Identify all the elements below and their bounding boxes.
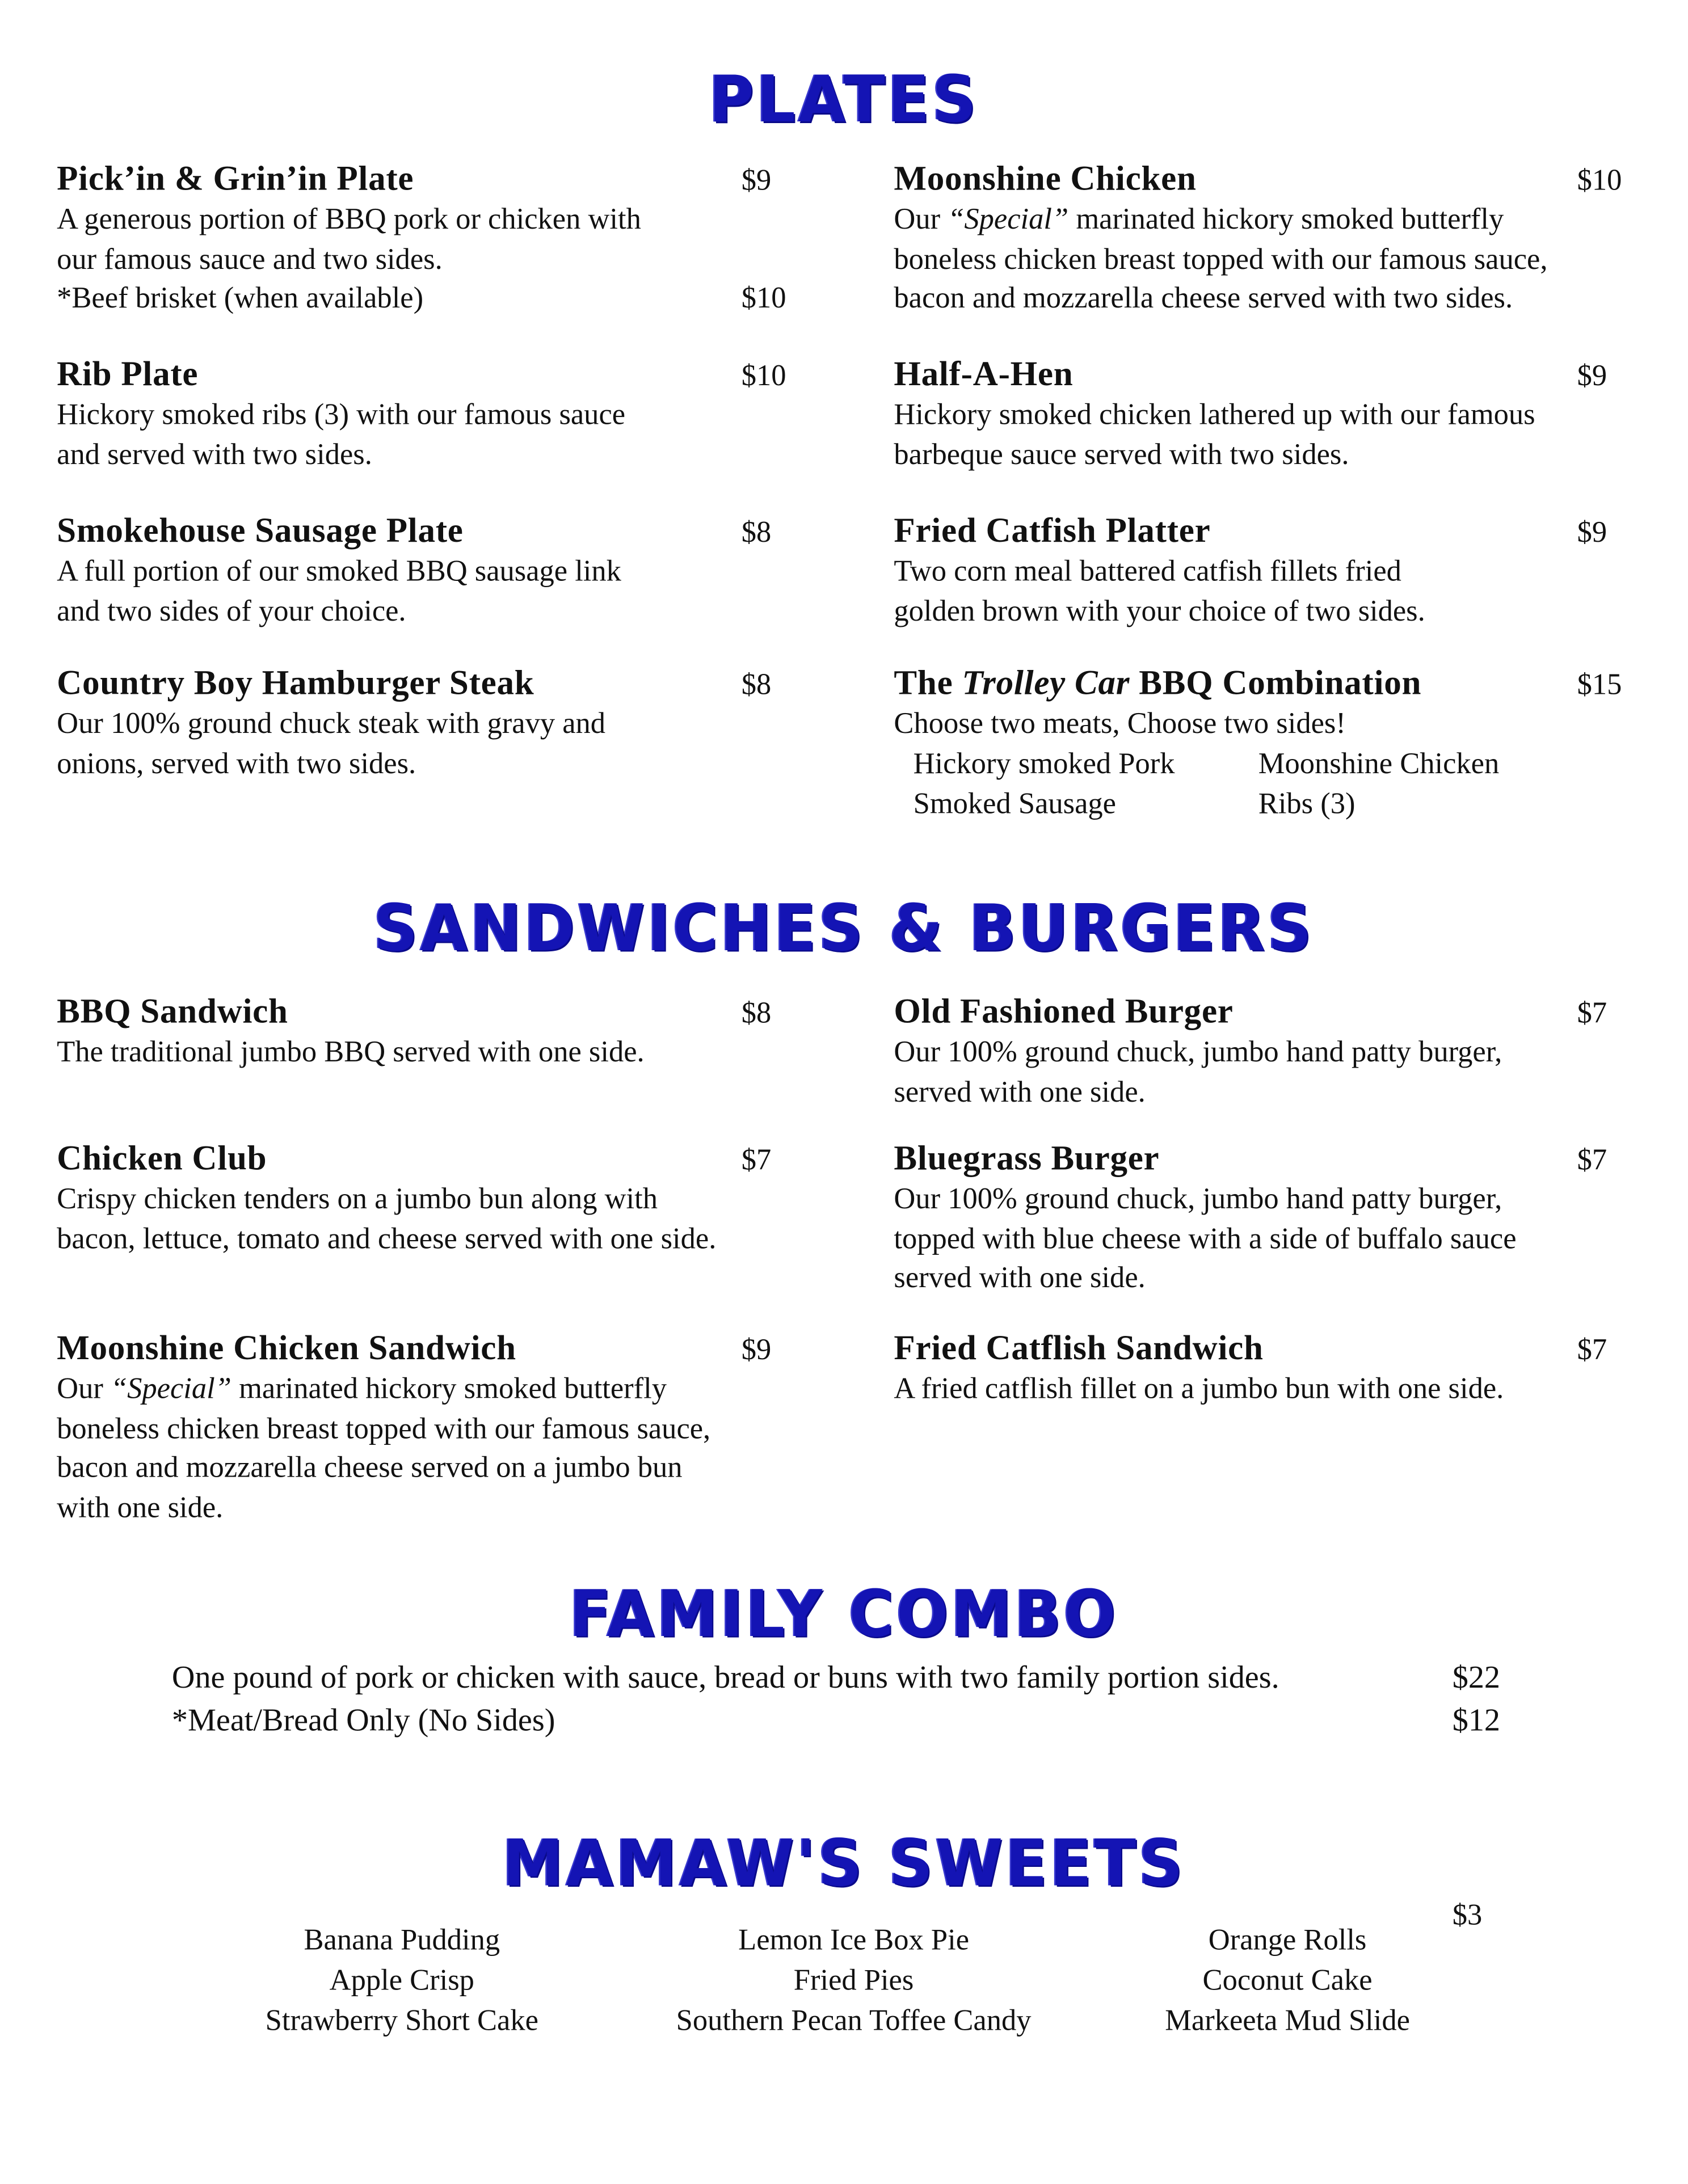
sweets-column — [1066, 1920, 1509, 2040]
item-title: Moonshine Chicken Sandwich — [57, 1330, 516, 1368]
item-desc: served with one side. — [894, 1074, 1146, 1108]
desc-text: Our — [57, 1372, 111, 1405]
item-price: $7 — [741, 1143, 772, 1177]
item-title: Country Boy Hamburger Steak — [57, 665, 534, 703]
menu-item-rib-plate — [57, 356, 805, 474]
item-desc: Our 100% ground chuck steak with gravy and — [57, 706, 606, 740]
item-price: $7 — [1577, 1143, 1607, 1177]
combo-option: Ribs (3) — [1258, 787, 1356, 820]
item-desc: our famous sauce and two sides. — [57, 242, 443, 276]
item-desc: golden brown with your choice of two sides. — [894, 593, 1425, 627]
item-price: $8 — [741, 996, 772, 1030]
desc-text: marinated hickory smoked butterfly — [231, 1372, 667, 1405]
item-desc — [894, 200, 1642, 239]
menu-item-half-a-hen — [894, 356, 1642, 474]
menu-item-chicken-club — [57, 1140, 805, 1258]
sweets-column — [632, 1920, 1076, 2040]
item-desc: barbeque sauce served with two sides. — [894, 437, 1349, 471]
item-title: Fried Catflish Sandwich — [894, 1330, 1264, 1368]
item-extra — [57, 279, 805, 318]
item-title: Smokehouse Sausage Plate — [57, 512, 464, 550]
item-desc: Hickory smoked chicken lathered up with our famous — [894, 397, 1535, 431]
sweet-item: Lemon Ice Box Pie — [738, 1923, 970, 1957]
section-heading-sweets: MAMAW'S SWEETS — [502, 1827, 1186, 1901]
item-desc: A generous portion of BBQ pork or chicken with — [57, 202, 641, 236]
item-desc: boneless chicken breast topped with our famous sauce, — [894, 242, 1548, 276]
menu-item-hamburger-steak — [57, 665, 805, 783]
section-heading-plates: PLATES — [709, 63, 979, 138]
item-title: Rib Plate — [57, 356, 199, 394]
title-emphasis: Trolley Car — [962, 665, 1130, 703]
item-desc: The traditional jumbo BBQ served with one side. — [57, 1035, 645, 1069]
menu-item-trolley-combination — [894, 665, 1642, 831]
menu-item-pickin-plate — [57, 161, 805, 318]
sweet-item: Fried Pies — [793, 1963, 914, 1997]
item-title: BBQ Sandwich — [57, 993, 288, 1031]
item-desc: bacon and mozzarella cheese served on a jumbo bun — [57, 1451, 683, 1485]
item-desc: Two corn meal battered catfish fillets fried — [894, 554, 1401, 588]
item-price: $9 — [1577, 515, 1607, 549]
title-text: The — [894, 665, 962, 703]
item-desc: A full portion of our smoked BBQ sausage link — [57, 554, 621, 588]
item-price: $9 — [741, 163, 772, 197]
menu-item-catfish-platter — [894, 513, 1642, 631]
sweets-column — [180, 1920, 624, 2040]
extra-label: *Beef brisket (when available) — [57, 281, 424, 315]
item-desc: bacon and mozzarella cheese served with two sides. — [894, 281, 1513, 315]
item-title: Chicken Club — [57, 1140, 267, 1178]
item-desc: topped with blue cheese with a side of buffalo sauce — [894, 1221, 1517, 1255]
sweet-item: Coconut Cake — [1202, 1963, 1373, 1997]
item-title: Bluegrass Burger — [894, 1140, 1160, 1178]
title-text: BBQ Combination — [1130, 665, 1422, 703]
menu-item-sausage-plate — [57, 513, 805, 631]
item-desc: onions, served with two sides. — [57, 746, 416, 780]
item-desc: A fried catflish fillet on a jumbo bun with one side. — [894, 1372, 1504, 1405]
item-desc: Our 100% ground chuck, jumbo hand patty burger, — [894, 1035, 1502, 1069]
item-title: Pick’in & Grin’in Plate — [57, 161, 414, 199]
section-heading-sandwiches: SANDWICHES & BURGERS — [373, 892, 1315, 967]
menu-item-moonshine-sandwich — [57, 1330, 805, 1528]
family-combo-desc: One pound of pork or chicken with sauce, bread or buns with two family portion sides. — [171, 1660, 1279, 1695]
menu-item-old-fashioned-burger — [894, 993, 1642, 1111]
extra-price: $10 — [741, 281, 786, 315]
menu-item-catfish-sandwich — [894, 1330, 1642, 1409]
family-combo-price: $22 — [1452, 1660, 1501, 1695]
combo-option: Smoked Sausage — [913, 787, 1116, 820]
item-desc: Hickory smoked ribs (3) with our famous sauce — [57, 397, 626, 431]
item-price: $8 — [741, 668, 772, 701]
sweet-item: Banana Pudding — [304, 1923, 500, 1957]
sweet-item: Orange Rolls — [1208, 1923, 1367, 1957]
item-desc: Our 100% ground chuck, jumbo hand patty burger, — [894, 1182, 1502, 1216]
item-desc: with one side. — [57, 1490, 224, 1524]
combo-option: Moonshine Chicken — [1258, 747, 1500, 781]
item-desc — [57, 1369, 805, 1409]
item-desc: and two sides of your choice. — [57, 593, 406, 627]
family-meat-only-desc: *Meat/Bread Only (No Sides) — [171, 1702, 555, 1738]
item-title: Old Fashioned Burger — [894, 993, 1234, 1031]
desc-emphasis: “Special” — [948, 202, 1069, 236]
menu-item-bbq-sandwich — [57, 993, 805, 1072]
item-price: $9 — [1577, 359, 1607, 393]
item-desc: bacon, lettuce, tomato and cheese served with one side. — [57, 1221, 717, 1255]
item-price: $7 — [1577, 996, 1607, 1030]
sweet-item: Markeeta Mud Slide — [1165, 2002, 1410, 2037]
item-price: $10 — [741, 359, 786, 393]
item-price: $9 — [741, 1333, 772, 1367]
sweet-item: Apple Crisp — [329, 1963, 474, 1997]
combo-option: Hickory smoked Pork — [913, 747, 1175, 781]
item-title: Fried Catfish Platter — [894, 512, 1211, 550]
item-price: $7 — [1577, 1333, 1607, 1367]
item-title — [894, 665, 1642, 703]
item-price: $15 — [1577, 668, 1622, 701]
desc-text: marinated hickory smoked butterfly — [1068, 202, 1504, 236]
sweet-item: Southern Pecan Toffee Candy — [676, 2002, 1032, 2037]
menu-item-bluegrass-burger — [894, 1140, 1642, 1298]
item-desc: and served with two sides. — [57, 437, 372, 471]
item-price: $8 — [741, 515, 772, 549]
item-title: Half-A-Hen — [894, 356, 1074, 394]
sweets-price: $3 — [1452, 1898, 1483, 1932]
item-desc: boneless chicken breast topped with our famous sauce, — [57, 1411, 711, 1445]
sweet-item: Strawberry Short Cake — [265, 2002, 538, 2037]
item-desc: served with one side. — [894, 1261, 1146, 1295]
desc-emphasis: “Special” — [110, 1372, 231, 1405]
desc-text: Our — [894, 202, 948, 236]
menu-item-moonshine-chicken — [894, 161, 1642, 318]
item-title: Moonshine Chicken — [894, 161, 1197, 199]
family-meat-only-price: $12 — [1452, 1702, 1501, 1738]
item-price: $10 — [1577, 163, 1622, 197]
section-heading-family-combo: FAMILY COMBO — [569, 1578, 1119, 1652]
item-desc: Choose two meats, Choose two sides! — [894, 706, 1346, 740]
item-desc: Crispy chicken tenders on a jumbo bun along with — [57, 1182, 658, 1216]
